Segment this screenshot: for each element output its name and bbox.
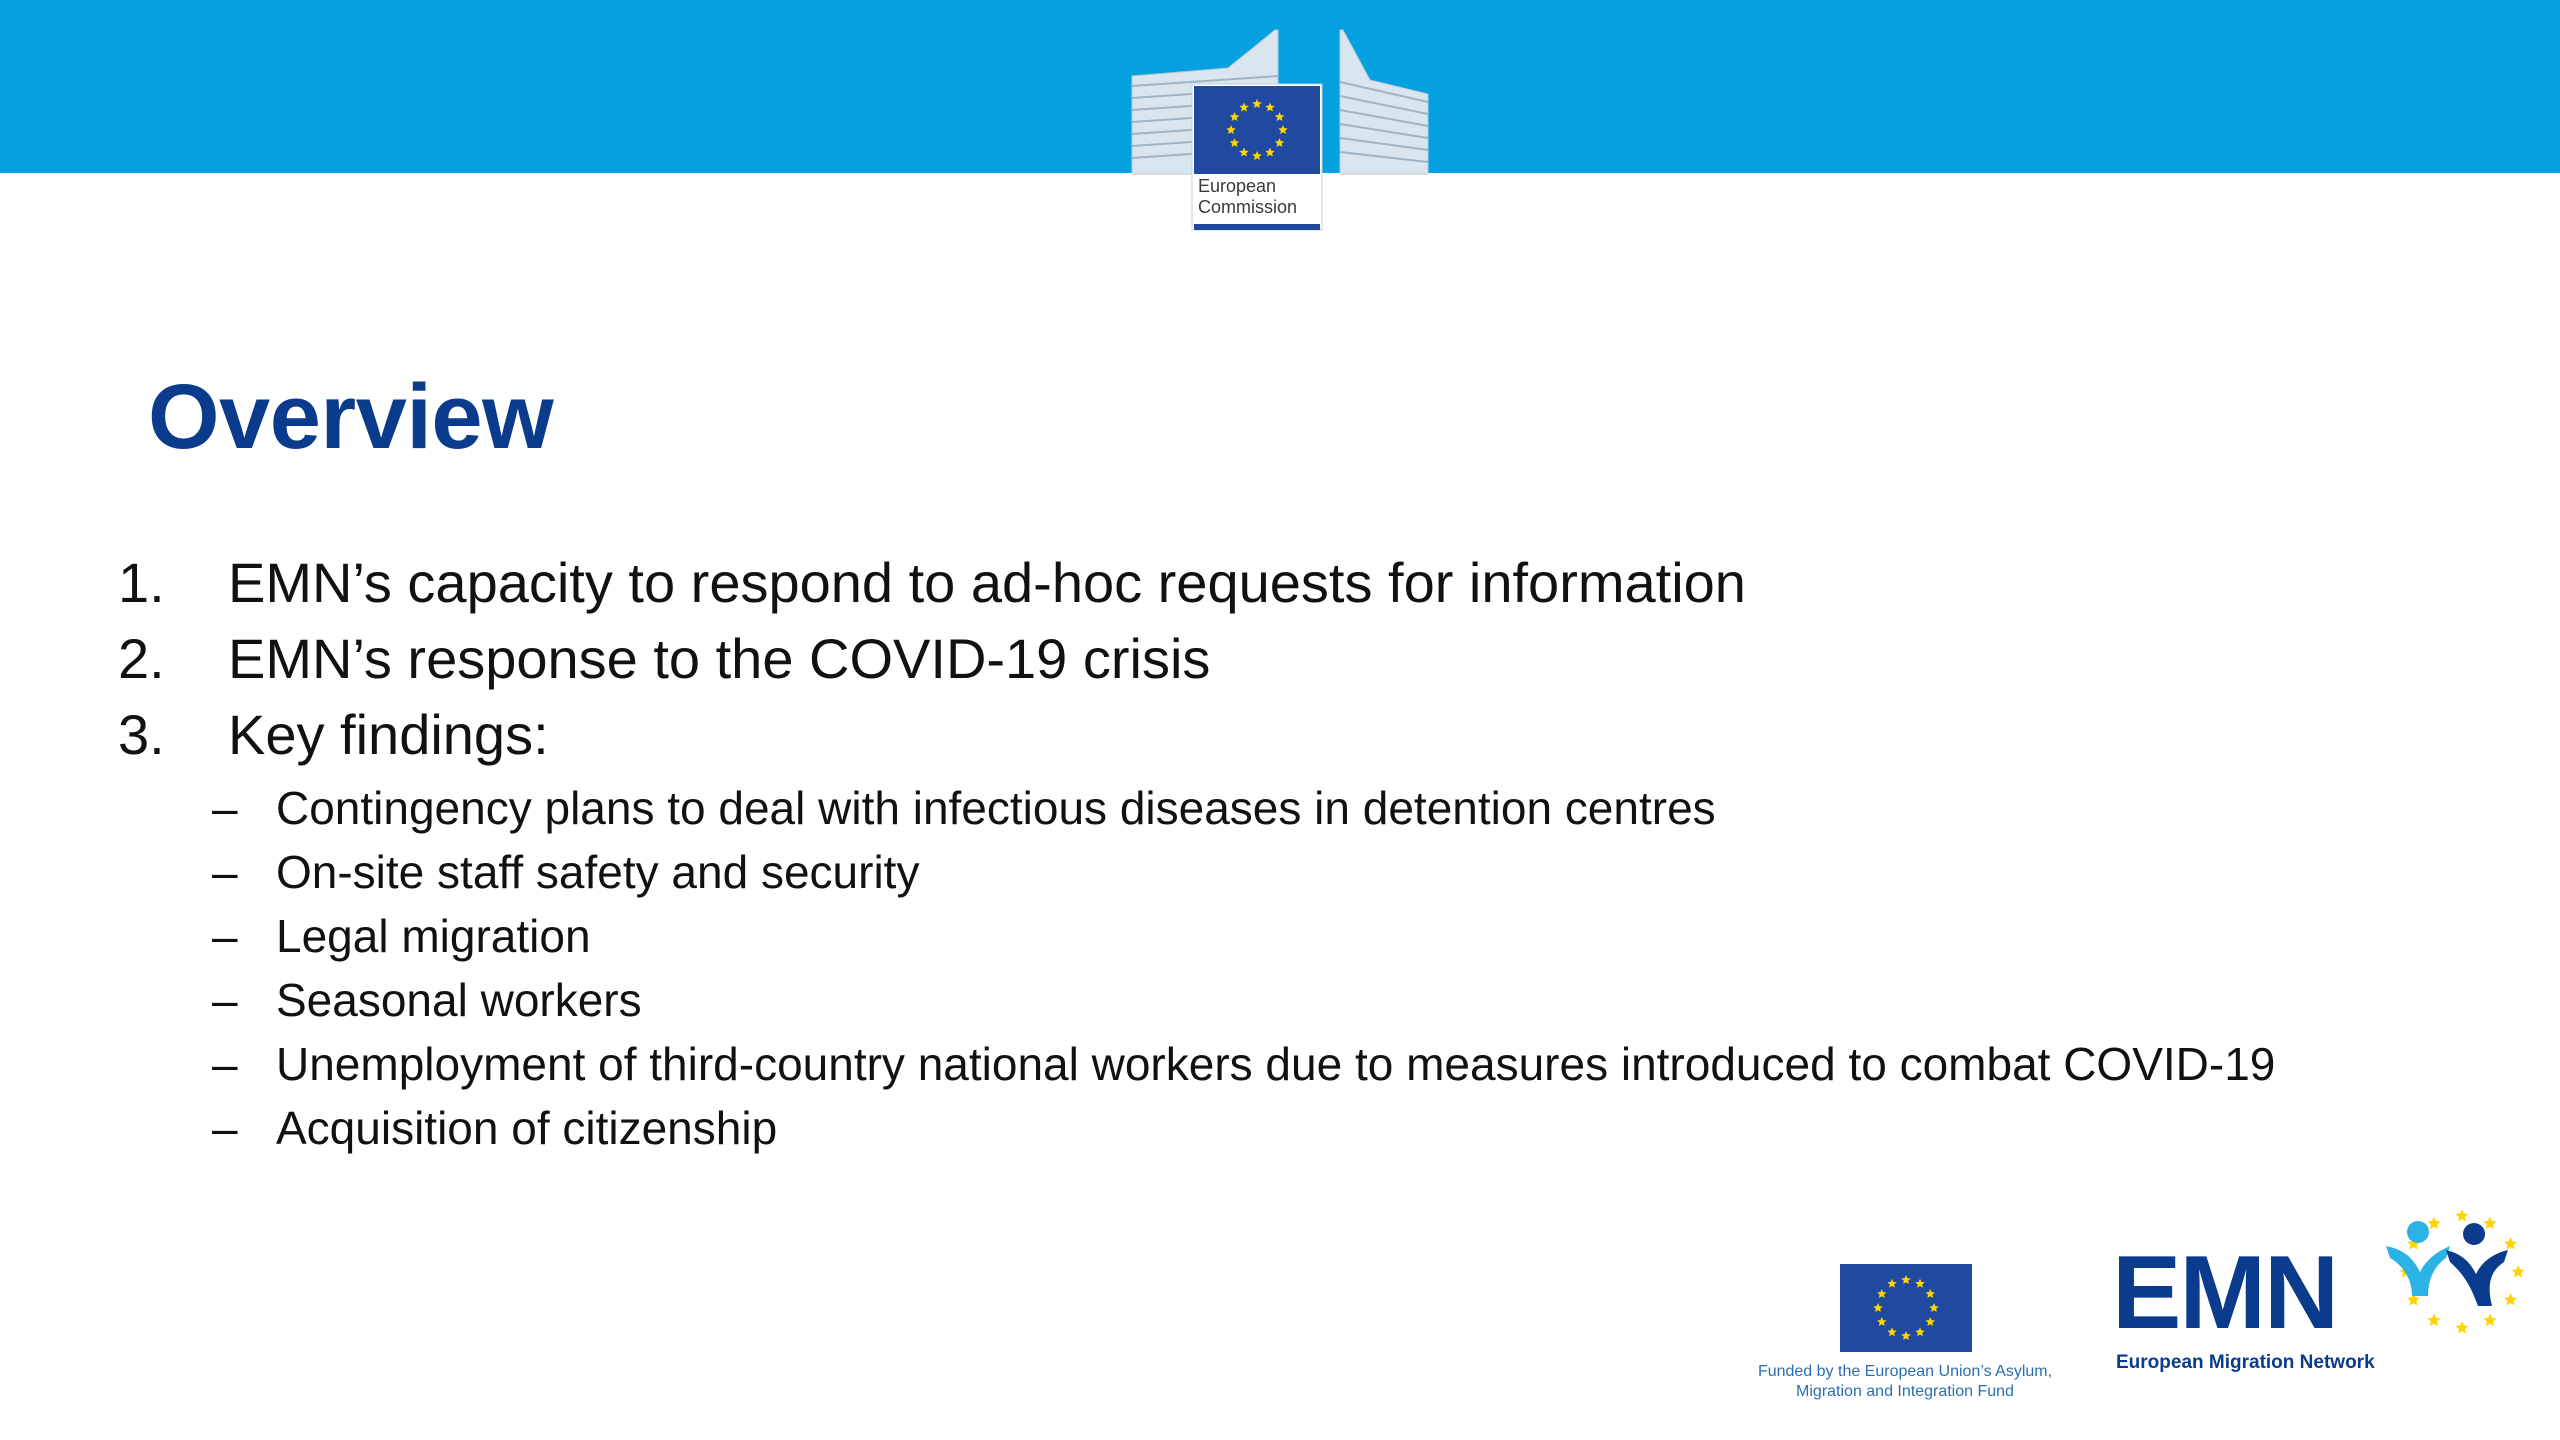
- sub-list-text: On-site staff safety and security: [276, 846, 920, 898]
- sub-list-text: Contingency plans to deal with infectious diseases in detention centres: [276, 782, 1716, 834]
- dash-bullet: –: [212, 846, 238, 898]
- emn-people-stars-icon: [2366, 1210, 2536, 1340]
- funding-note: [1740, 1362, 2070, 1402]
- emn-logo-text: EMN: [2112, 1235, 2338, 1351]
- ec-logo-text: [1198, 176, 1318, 218]
- emn-subtitle: European Migration Network: [2116, 1352, 2375, 1373]
- slide-title: Overview: [148, 366, 554, 468]
- sub-list-text: Unemployment of third-country national workers due to measures introduced to combat COVID-19: [276, 1038, 2276, 1090]
- dash-bullet: –: [212, 910, 238, 962]
- dash-bullet: –: [212, 974, 238, 1026]
- sub-list-item: [212, 968, 2512, 1032]
- sub-list: [212, 776, 2512, 1160]
- star-icon: [2483, 1217, 2496, 1230]
- star-icon: [2455, 1321, 2468, 1334]
- list-number: 3.: [118, 703, 165, 766]
- ec-logo-line2: Commission: [1198, 197, 1298, 217]
- sub-list-item: [212, 776, 2512, 840]
- star-icon: [2455, 1210, 2468, 1222]
- sub-list-item: [212, 1096, 2512, 1160]
- list-text: EMN’s response to the COVID-19 crisis: [228, 627, 1211, 690]
- star-icon: [2427, 1217, 2440, 1230]
- sub-list-text: Legal migration: [276, 910, 591, 962]
- eu-flag-icon: [1840, 1264, 1972, 1352]
- star-icon: [2427, 1314, 2440, 1327]
- sub-list-item: [212, 1032, 2512, 1096]
- dash-bullet: –: [212, 782, 238, 834]
- star-icon: [2504, 1237, 2517, 1250]
- main-list: [118, 545, 2418, 773]
- dash-bullet: –: [212, 1102, 238, 1154]
- list-item: [118, 545, 2418, 621]
- star-icon: [2511, 1265, 2524, 1278]
- list-number: 1.: [118, 551, 165, 614]
- sub-list-text: Seasonal workers: [276, 974, 642, 1026]
- dash-bullet: –: [212, 1038, 238, 1090]
- sub-list-text: Acquisition of citizenship: [276, 1102, 778, 1154]
- funding-note-line1: Funded by the European Union’s Asylum,: [1757, 1363, 2053, 1380]
- star-icon: [2504, 1293, 2517, 1306]
- list-item: [118, 621, 2418, 697]
- sub-list-item: [212, 904, 2512, 968]
- funding-note-line2: Migration and Integration Fund: [1796, 1383, 2014, 1400]
- list-text: Key findings:: [228, 703, 549, 766]
- star-icon: [2483, 1314, 2496, 1327]
- ec-logo-line1: European: [1198, 176, 1277, 196]
- list-text: EMN’s capacity to respond to ad-hoc requests for information: [228, 551, 1746, 614]
- list-item: [118, 697, 2418, 773]
- sub-list-item: [212, 840, 2512, 904]
- list-number: 2.: [118, 627, 165, 690]
